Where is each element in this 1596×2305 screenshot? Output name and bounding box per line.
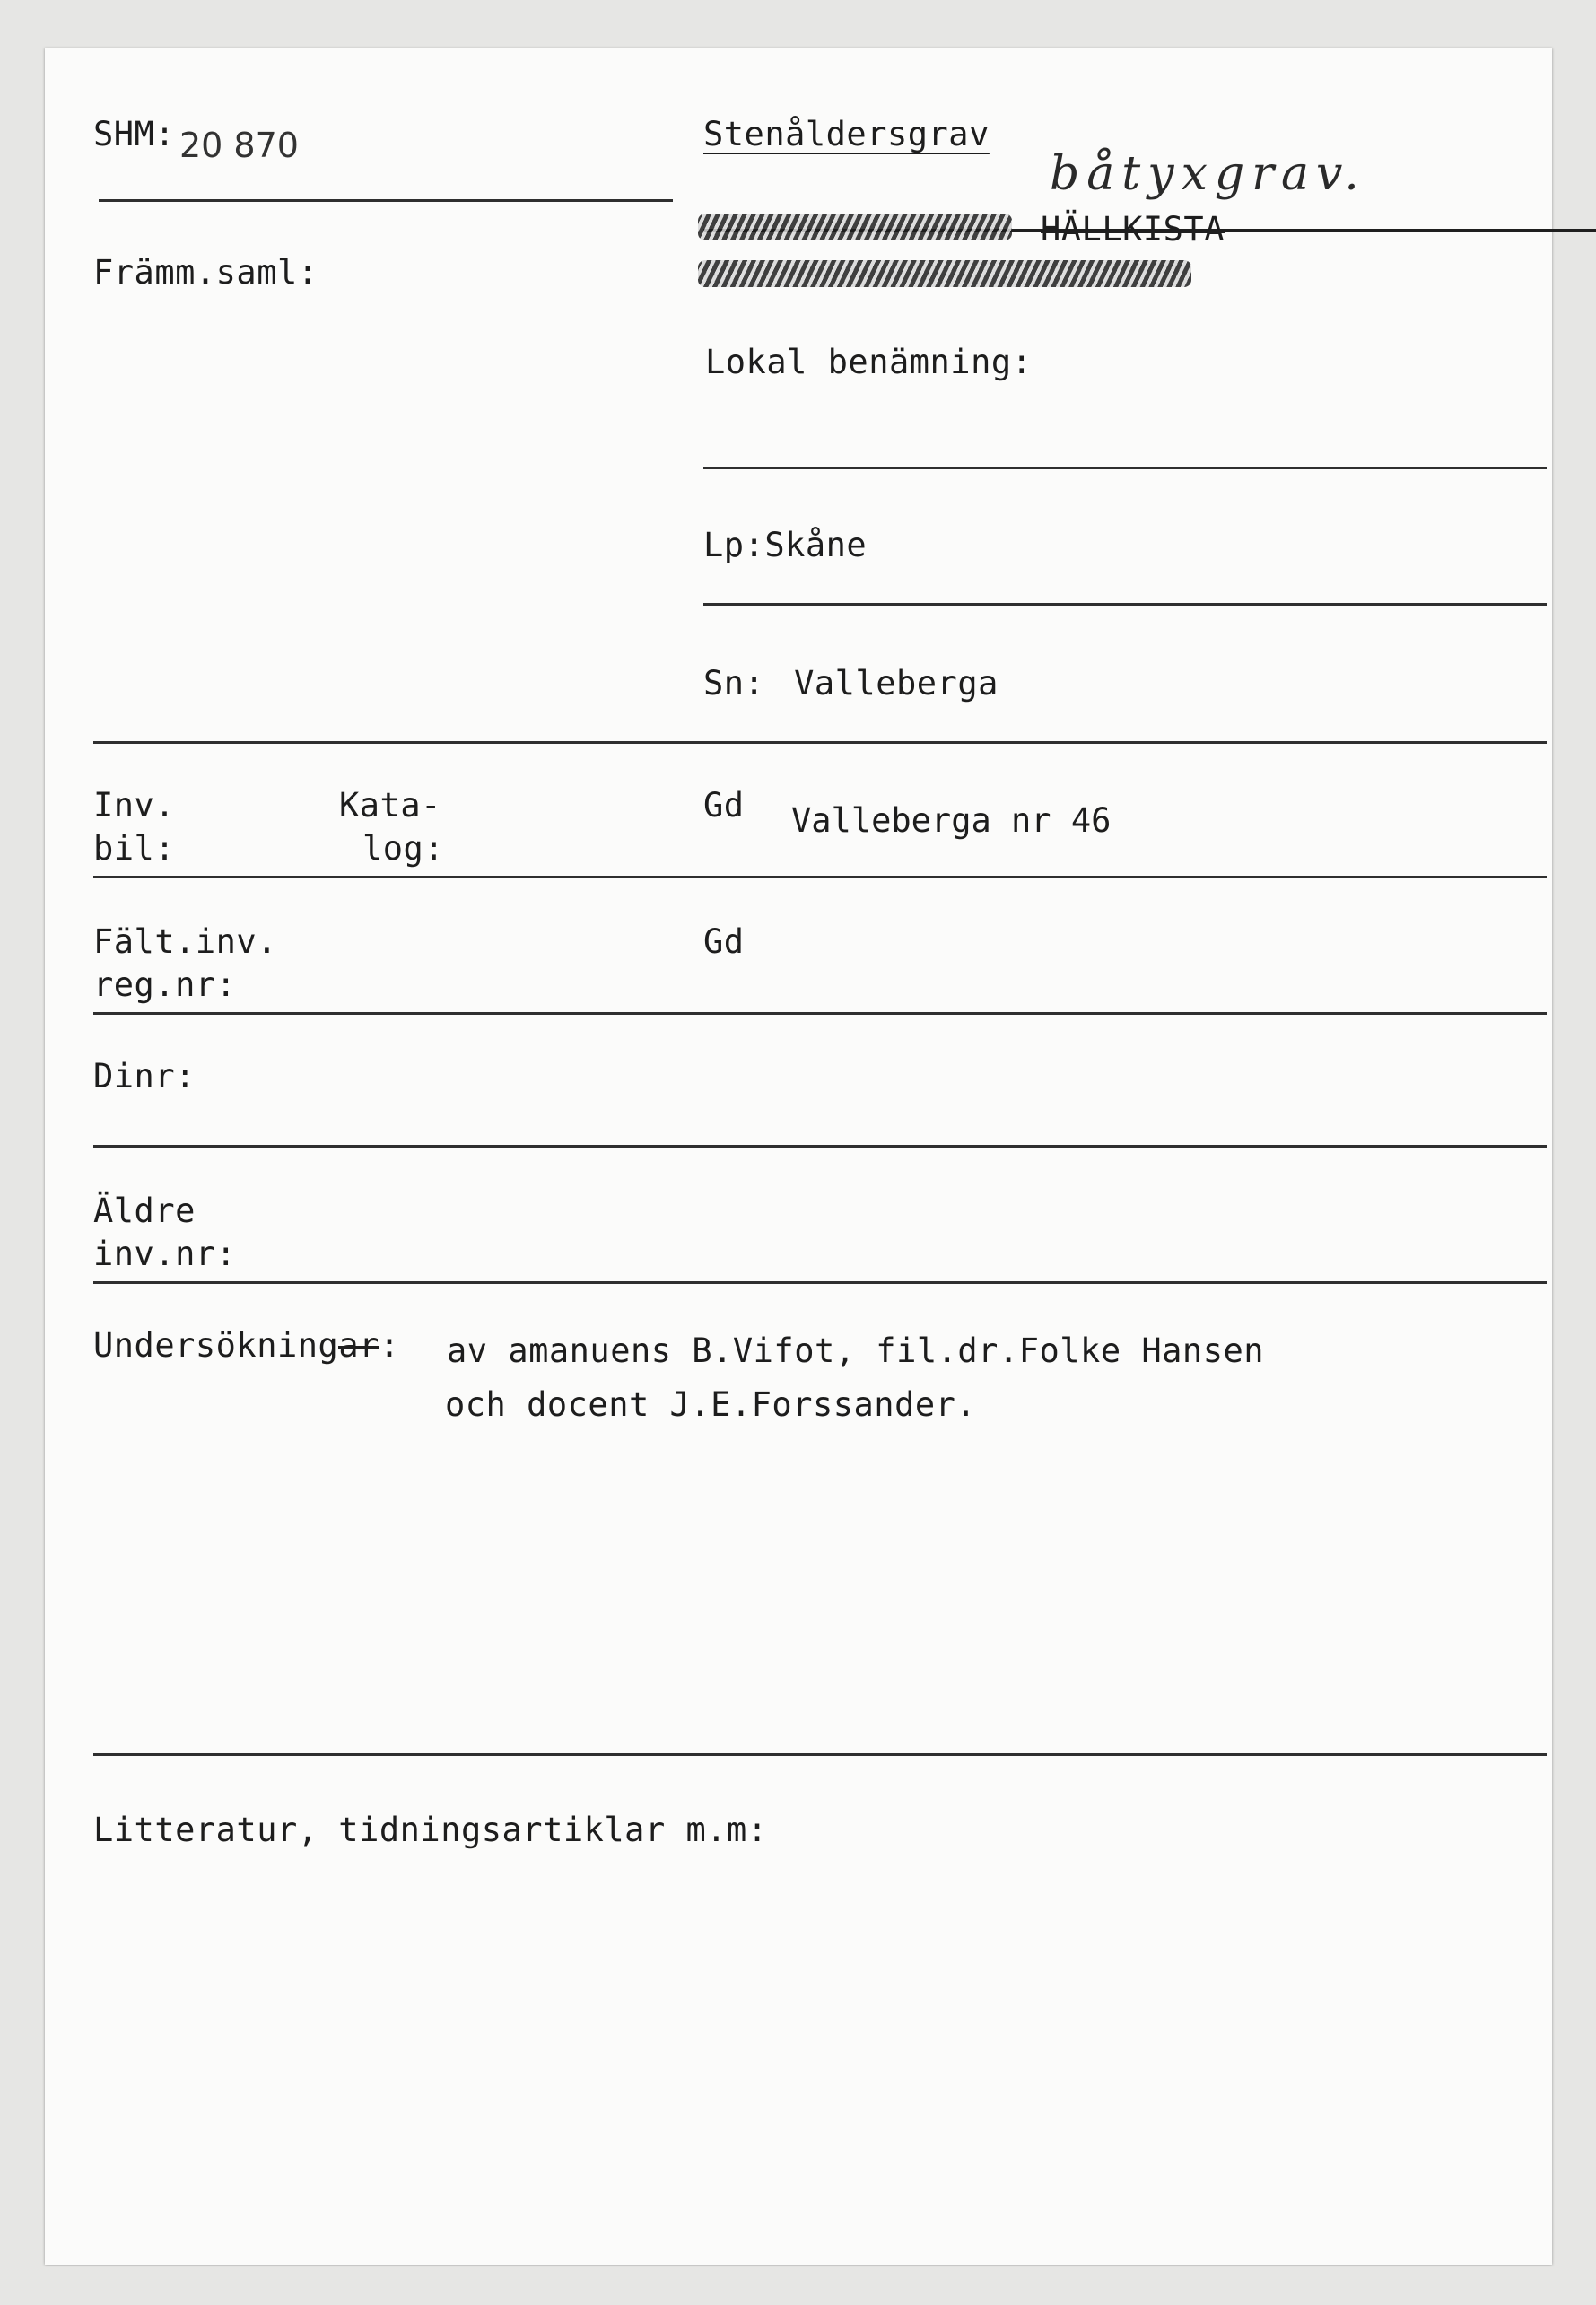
section-rule-3 [93,1012,1547,1015]
inv-label-2: bil: [93,829,176,868]
section-rule-5 [93,1281,1547,1284]
lp-value: Skåne [764,526,868,564]
lp-label: Lp: [703,526,765,564]
category-heading: Stenåldersgrav [703,115,990,153]
lokal-rule [703,467,1547,469]
ink-scribble-2 [698,260,1191,287]
lp-rule [703,603,1547,606]
sn-field [703,664,999,703]
gd2-label: Gd [703,922,745,961]
undersokning-struck: ar [338,1326,379,1365]
undersokning-label: Undersökningar: [93,1326,400,1365]
gd-value: Valleberga nr 46 [791,801,1112,840]
dinr-label: Dinr: [93,1057,196,1096]
sn-value: Valleberga [794,664,999,703]
falt-label-2: reg.nr: [93,965,237,1004]
shm-number: 20 870 [179,126,299,165]
undersokning-line-2: och docent J.E.Forssander. [445,1385,977,1424]
shm-rule [99,199,673,202]
inv-label-1: Inv. [93,786,176,825]
section-rule-4 [93,1145,1547,1148]
catalog-card [45,48,1552,2265]
gd-label: Gd [703,786,745,825]
kata-label-2: log: [362,829,445,868]
section-rule-6 [93,1753,1547,1756]
lp-field [703,526,867,565]
section-rule-2 [93,876,1547,878]
ink-scribble-1 [698,214,1012,240]
undersokning-line-1: av amanuens B.Vifot, fil.dr.Folke Hansen [447,1331,1265,1370]
aldre-label-1: Äldre [93,1192,196,1230]
kata-label-1: Kata- [339,786,441,825]
sn-label: Sn: [703,664,765,703]
handwritten-type: båtyxgrav. [1050,147,1366,201]
lokal-benamning-label: Lokal benämning: [705,343,1033,381]
aldre-label-2: inv.nr: [93,1235,237,1273]
hallkista-label: HÄLLKISTA [1041,210,1225,249]
framm-samling-label: Främm.saml: [93,253,318,292]
litteratur-label: Litteratur, tidningsartiklar m.m: [93,1811,768,1849]
falt-label-1: Fält.inv. [93,922,277,961]
shm-label: SHM: [93,115,176,153]
section-rule-1 [93,741,1547,744]
